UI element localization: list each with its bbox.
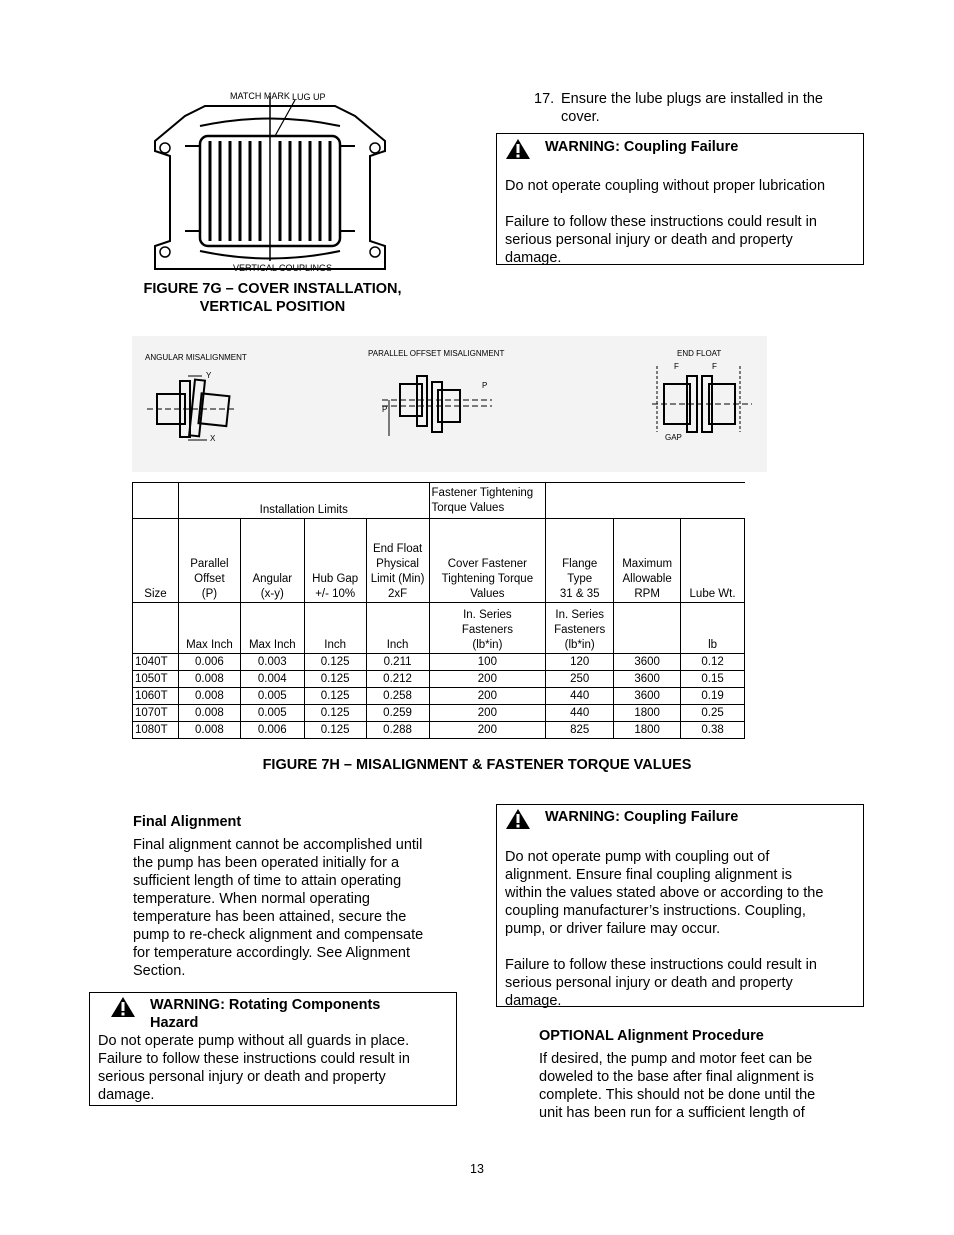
header-size: Size <box>133 519 179 603</box>
header-rpm: Maximum Allowable RPM <box>614 519 681 603</box>
warning-consequence: Failure to follow these instructions could result in serious personal injury or death and property damage. <box>505 957 817 1009</box>
parallel-offset-diagram <box>368 349 504 436</box>
unit-hub-gap: Inch <box>304 603 366 654</box>
end-float-diagram <box>652 349 752 442</box>
unit-parallel: Max Inch <box>178 603 240 654</box>
section-body: If desired, the pump and motor feet can be doweled to the base after final alignment is complete. This should not be done until the unit has been run for a sufficient length of <box>539 1051 816 1121</box>
header-angular: Angular (x-y) <box>240 519 304 603</box>
group-fastener-torque: Fastener Tightening Torque Values <box>429 483 546 519</box>
warning-title: WARNING: Coupling Failure <box>545 139 739 155</box>
header-lube: Lube Wt. <box>681 519 745 603</box>
table-row: 1080T 0.008 0.006 0.125 0.288 200 825 1800 0.38 <box>133 722 745 739</box>
warning-triangle-icon <box>505 138 531 160</box>
svg-text:END FLOAT: END FLOAT <box>677 349 722 358</box>
step-number: 17. <box>534 91 555 107</box>
optional-alignment-section <box>539 1027 869 1122</box>
section-heading: OPTIONAL Alignment Procedure <box>539 1028 764 1044</box>
step-17 <box>534 90 864 126</box>
warning-body: Failure to follow these instructions could result in serious personal injury or death and property damage. <box>505 214 817 266</box>
header-end-float: End Float Physical Limit (Min) 2xF <box>366 519 429 603</box>
svg-text:PARALLEL OFFSET MISALIGNMENT: PARALLEL OFFSET MISALIGNMENT <box>368 349 505 358</box>
section-body: Final alignment cannot be accomplished until the pump has been operated initially for a sufficient length of time to attain operating temperature. When normal operating temperature has been attained, secure the pump to re-check alignment and compensate for temperature accordingly. See Alignment Section. <box>133 837 424 979</box>
svg-text:F: F <box>674 362 679 371</box>
warning-triangle-icon <box>505 808 531 830</box>
group-installation-limits: Installation Limits <box>178 483 429 519</box>
table-row: 1070T 0.008 0.005 0.125 0.259 200 440 1800 0.25 <box>133 705 745 722</box>
match-mark-label: MATCH MARK <box>230 91 290 101</box>
warning-title: WARNING: Coupling Failure <box>545 809 739 825</box>
svg-text:GAP: GAP <box>665 433 682 442</box>
warning-line: Do not operate coupling without proper lubrication <box>505 178 826 194</box>
unit-cover: In. Series Fasteners (lb*in) <box>429 603 546 654</box>
svg-text:F: F <box>712 362 717 371</box>
header-hub-gap: Hub Gap +/- 10% <box>304 519 366 603</box>
vertical-couplings-label: VERTICAL COUPLINGS <box>233 263 333 273</box>
unit-angular: Max Inch <box>240 603 304 654</box>
misalignment-torque-table <box>132 482 745 739</box>
unit-lube: lb <box>681 603 745 654</box>
section-heading: Final Alignment <box>133 814 242 830</box>
page-number: 13 <box>470 1162 484 1176</box>
header-cover-fastener: Cover Fastener Tightening Torque Values <box>429 519 546 603</box>
warning-body: Do not operate pump without all guards in place. Failure to follow these instructions could result in serious personal injury or death and property damage. <box>98 1033 410 1103</box>
step-text-line1: Ensure the lube plugs are installed in the <box>561 91 823 107</box>
svg-text:P: P <box>482 381 488 390</box>
figure-7g-caption: FIGURE 7G – COVER INSTALLATION, VERTICAL POSITION <box>143 281 402 315</box>
misalignment-diagrams <box>132 336 767 472</box>
svg-text:X: X <box>210 434 216 443</box>
lug-up-label: LUG UP <box>292 92 326 102</box>
angular-misalignment-diagram <box>145 353 247 443</box>
svg-text:Y: Y <box>206 371 212 380</box>
unit-flange: In. Series Fasteners (lb*in) <box>546 603 614 654</box>
table-row: 1060T 0.008 0.005 0.125 0.258 200 440 3600 0.19 <box>133 688 745 705</box>
warning-lubrication-box <box>496 133 864 265</box>
warning-alignment-box <box>496 804 864 1007</box>
header-flange: Flange Type 31 & 35 <box>546 519 614 603</box>
warning-body: Do not operate pump with coupling out of alignment. Ensure final coupling alignment is within the values stated above or according to the coupling manufacturer’s instructions. Coupling, pump, or driver failure may occur. <box>505 849 824 937</box>
warning-rotating-box <box>89 992 457 1106</box>
unit-end-float: Inch <box>366 603 429 654</box>
step-text-line2: cover. <box>561 109 600 125</box>
final-alignment-section <box>133 813 463 980</box>
table-row: 1040T 0.006 0.003 0.125 0.211 100 120 3600 0.12 <box>133 654 745 671</box>
warning-triangle-icon <box>110 996 136 1018</box>
header-parallel: Parallel Offset (P) <box>178 519 240 603</box>
warning-title: WARNING: Rotating Components Hazard <box>150 997 381 1031</box>
figure-7g-drawing <box>145 86 400 276</box>
table-row: 1050T 0.008 0.004 0.125 0.212 200 250 3600 0.15 <box>133 671 745 688</box>
figure-7h-caption: FIGURE 7H – MISALIGNMENT & FASTENER TORQUE VALUES <box>262 757 692 773</box>
svg-text:ANGULAR MISALIGNMENT: ANGULAR MISALIGNMENT <box>145 353 247 362</box>
svg-text:P: P <box>382 405 388 414</box>
